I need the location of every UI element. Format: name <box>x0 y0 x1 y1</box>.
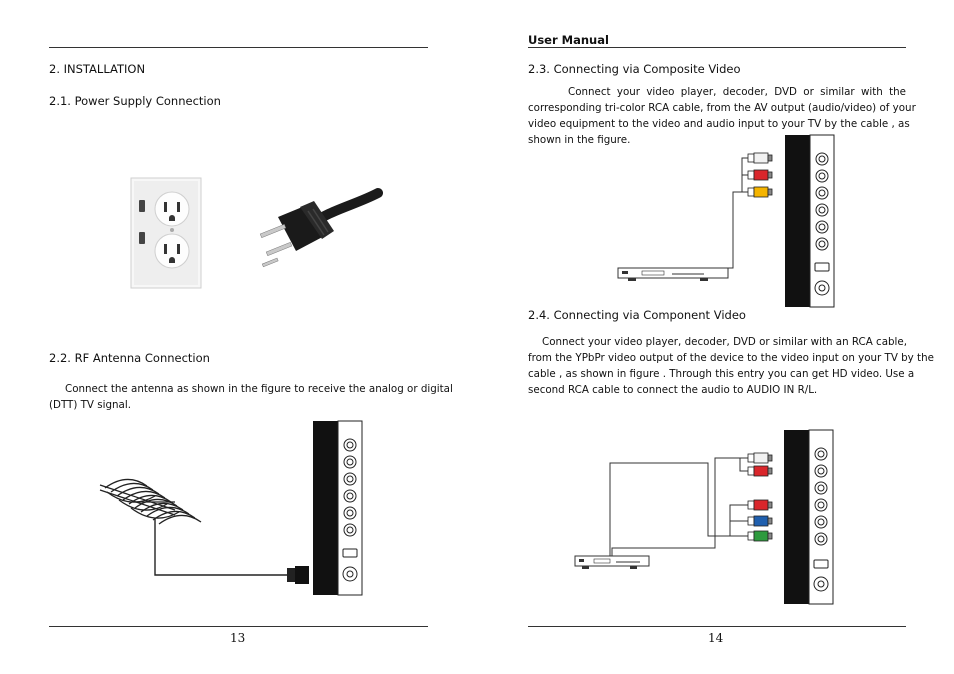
composite-line-4: shown in the figure. <box>528 134 631 146</box>
component-video-diagram <box>570 428 910 608</box>
page-number-left: 13 <box>230 631 246 645</box>
component-heading: 2.4. Connecting via Component Video <box>528 308 746 322</box>
rf-line-1: Connect the antenna as shown in the figure to receive the analog or digital <box>65 383 453 395</box>
component-paragraph <box>528 334 934 398</box>
power-plug-image <box>250 185 380 280</box>
rf-line-2: (DTT) TV signal. <box>49 399 131 411</box>
component-line-4: second RCA cable to connect the audio to AUDIO IN R/L. <box>528 384 818 396</box>
running-header: User Manual <box>528 33 609 47</box>
component-line-1: Connect your video player, decoder, DVD or similar with an RCA cable, <box>542 336 908 348</box>
composite-video-diagram <box>600 135 930 305</box>
page-number-right: 14 <box>708 631 724 645</box>
composite-line-2: corresponding tri-color RCA cable, from the AV output (audio/video) of your <box>528 102 916 114</box>
left-top-rule <box>49 47 428 48</box>
left-bottom-rule <box>49 626 428 627</box>
power-supply-heading: 2.1. Power Supply Connection <box>49 94 221 108</box>
right-top-rule <box>528 47 906 48</box>
composite-line-1: Connect your video player, decoder, DVD or similar with the <box>568 86 906 98</box>
component-line-2: from the YPbPr video output of the device to the video input on your TV by the <box>528 352 934 364</box>
rf-antenna-paragraph <box>49 381 453 413</box>
tv-input-panel-rf <box>313 421 363 595</box>
composite-heading: 2.3. Connecting via Composite Video <box>528 62 741 76</box>
rf-antenna-heading: 2.2. RF Antenna Connection <box>49 351 210 365</box>
composite-line-3: video equipment to the video and audio input to your TV by the cable , as <box>528 118 910 130</box>
right-bottom-rule <box>528 626 906 627</box>
component-line-3: cable , as shown in figure . Through this entry you can get HD video. Use a <box>528 368 915 380</box>
wall-outlet-image <box>131 178 201 288</box>
section-title: 2. INSTALLATION <box>49 62 146 76</box>
